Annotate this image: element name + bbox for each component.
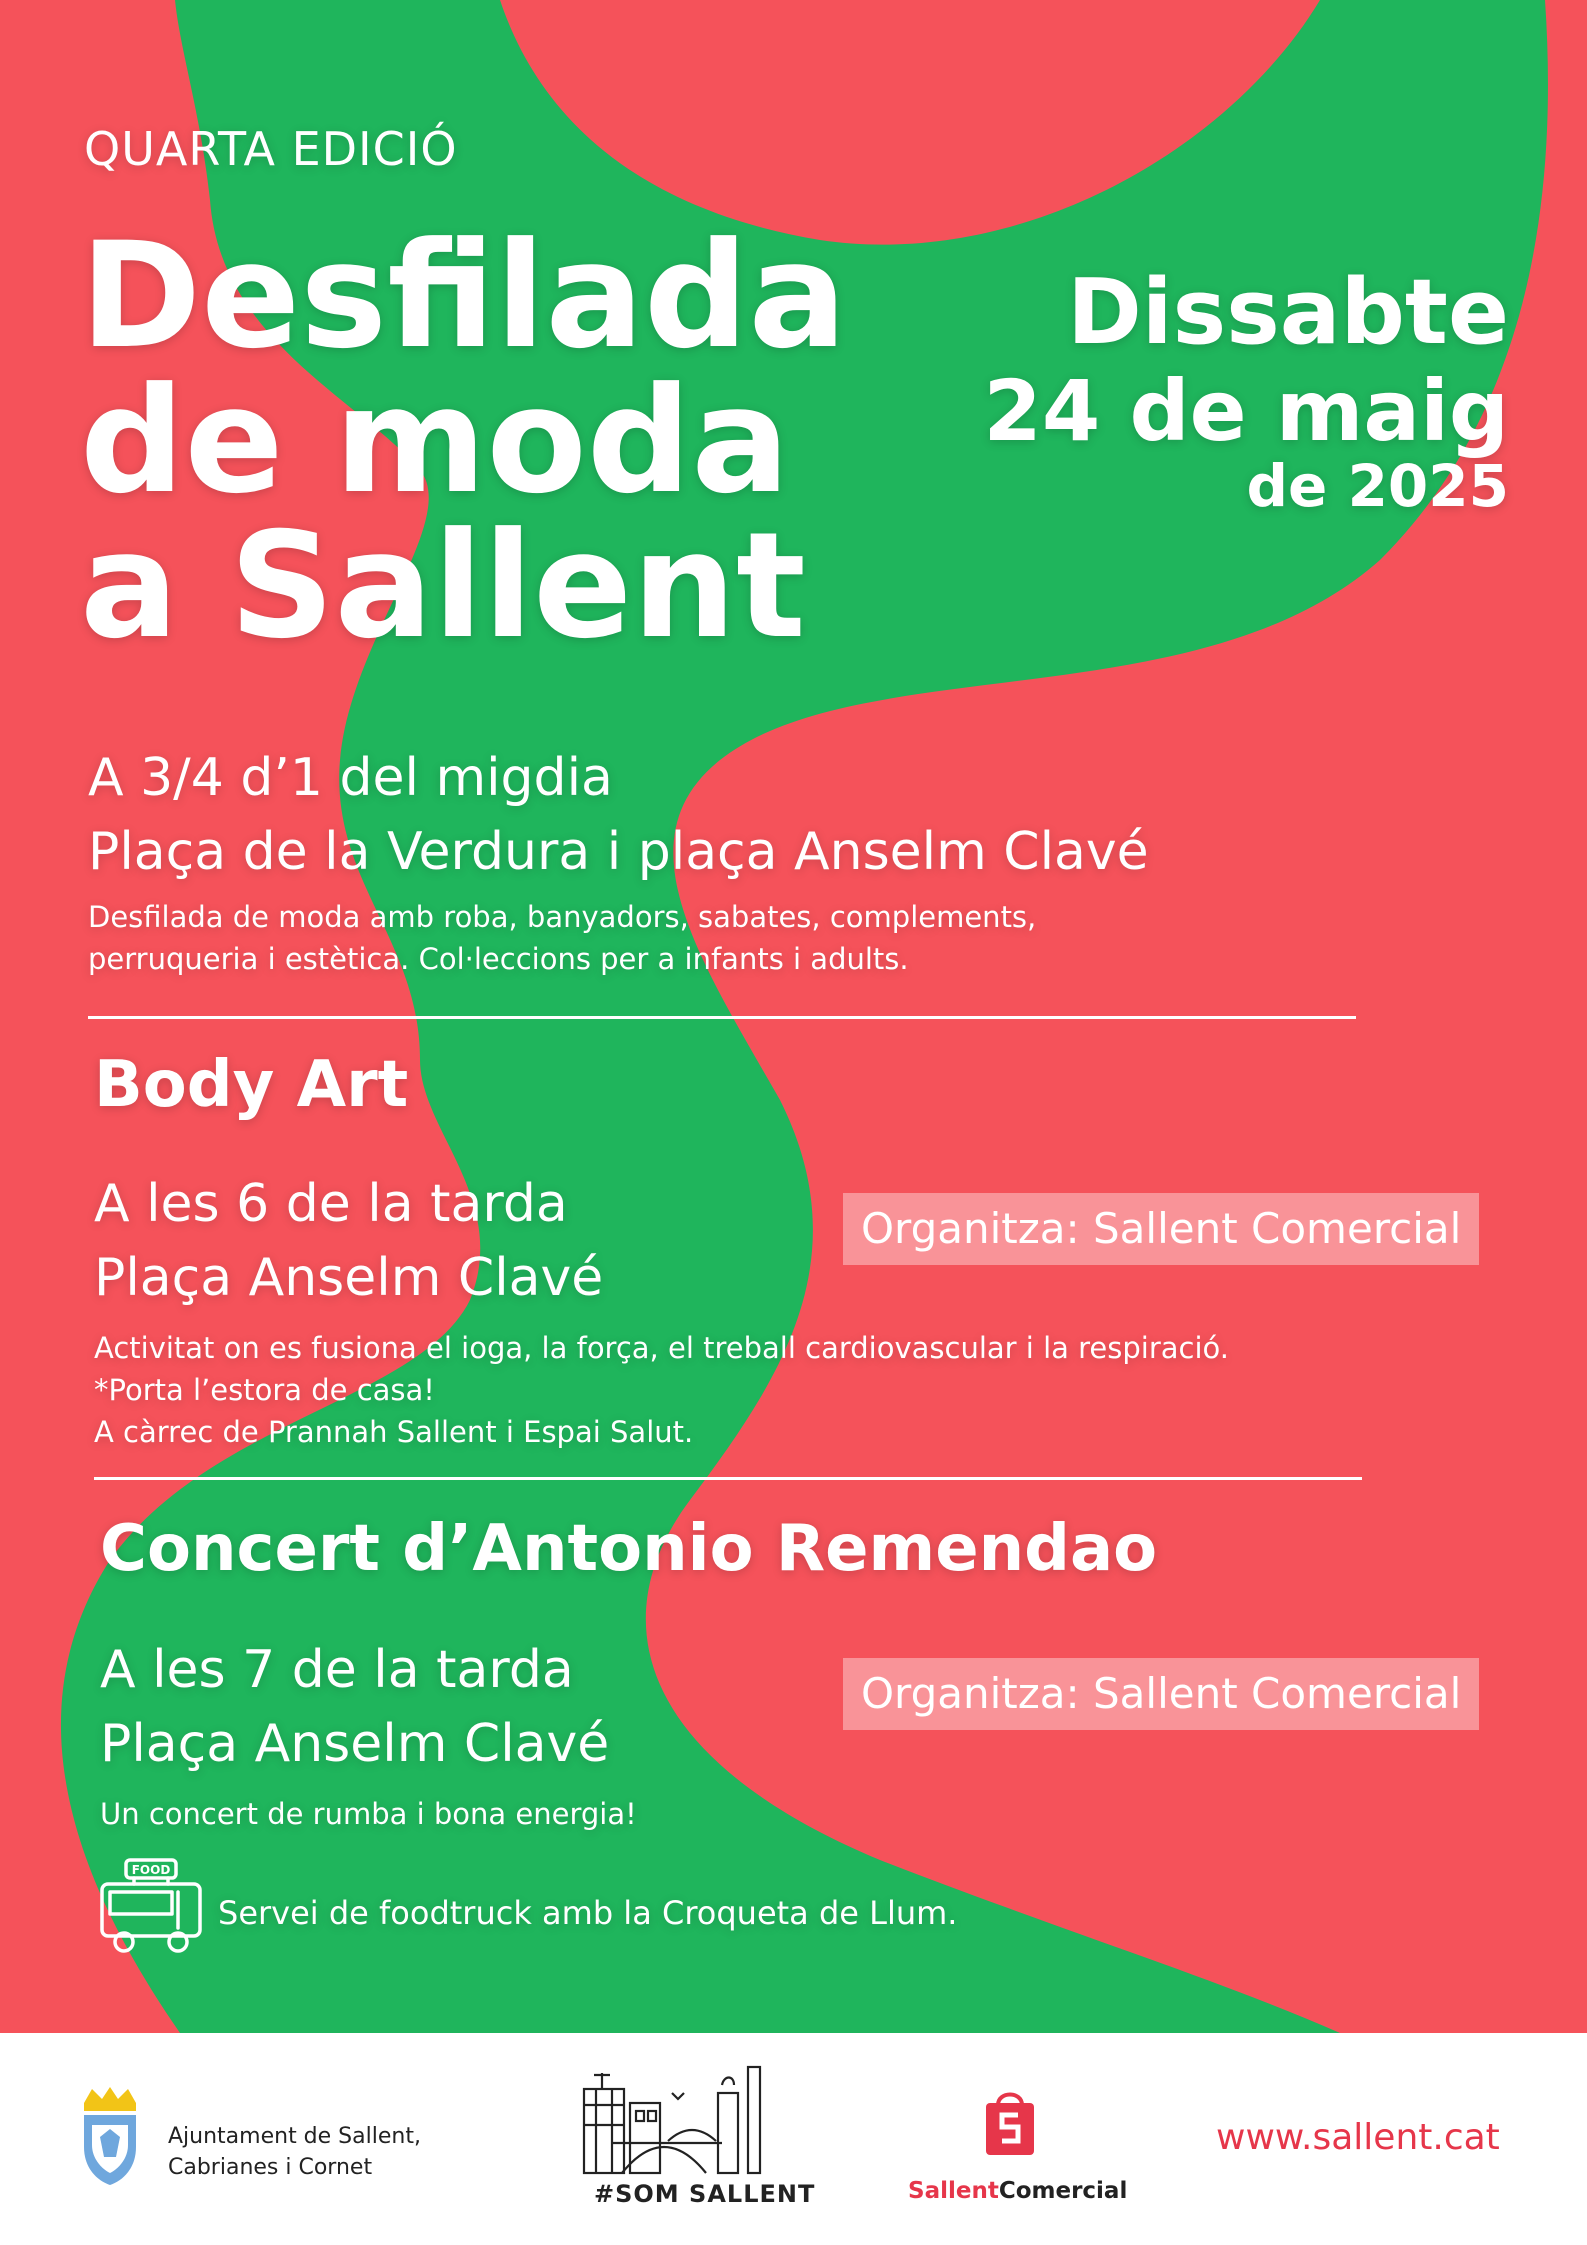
- description-line: Desfilada de moda amb roba, banyadors, sabates, complements,: [88, 900, 1037, 934]
- logo-text-part: Comercial: [998, 2178, 1128, 2204]
- foodtruck-text: Servei de foodtruck amb la Croqueta de Llum.: [218, 1894, 958, 1932]
- event1-place: Plaça de la Verdura i plaça Anselm Clavé: [88, 822, 1149, 882]
- title-line: a Sallent: [80, 501, 806, 671]
- council-name: [168, 2121, 421, 2183]
- event1-time: A 3/4 d’1 del migdia: [88, 748, 613, 808]
- logo-text-part: Sallent: [908, 2178, 999, 2204]
- description-line: A càrrec de Prannah Sallent i Espai Salut.: [94, 1415, 694, 1449]
- description-line: *Porta l’estora de casa!: [94, 1373, 435, 1407]
- event3-description: Un concert de rumba i bona energia!: [100, 1797, 637, 1831]
- section-divider: [94, 1477, 1362, 1480]
- website-link[interactable]: www.sallent.cat: [1216, 2117, 1500, 2158]
- section-divider: [88, 1016, 1356, 1019]
- council-crest-icon: [78, 2085, 142, 2189]
- date-year: de 2025: [1246, 452, 1509, 520]
- description-line: perruqueria i estètica. Col·leccions per a infants i adults.: [88, 942, 909, 976]
- description-line: Activitat on es fusiona el ioga, la força, el treball cardiovascular i la respiració.: [94, 1331, 1229, 1365]
- council-line: Ajuntament de Sallent,: [168, 2124, 421, 2149]
- date-day-month: 24 de maig: [983, 362, 1509, 460]
- event1-description: [88, 896, 1036, 980]
- shopping-bag-icon: [980, 2085, 1040, 2157]
- food-truck-icon: [98, 1858, 206, 1958]
- event3-title: Concert d’Antonio Remendao: [100, 1512, 1158, 1586]
- event3-place: Plaça Anselm Clavé: [100, 1714, 610, 1774]
- title-line: de moda: [80, 356, 790, 526]
- event3-time: A les 7 de la tarda: [100, 1640, 574, 1700]
- som-sallent-label: #SOM SALLENT: [594, 2180, 816, 2208]
- food-sign-text: FOOD: [131, 1863, 171, 1877]
- event2-title: Body Art: [94, 1048, 409, 1122]
- som-sallent-illustration-icon: [572, 2063, 772, 2175]
- title-line: Desfilada: [80, 211, 847, 381]
- edition-label: QUARTA EDICIÓ: [84, 122, 458, 176]
- council-line: Cabrianes i Cornet: [168, 2155, 373, 2180]
- sallent-comercial-logo-text: [908, 2178, 1127, 2204]
- event2-place: Plaça Anselm Clavé: [94, 1248, 604, 1308]
- event2-organizer-badge: Organitza: Sallent Comercial: [843, 1193, 1479, 1265]
- event2-description: [94, 1327, 1229, 1453]
- event-title: [80, 211, 847, 671]
- footer: [0, 2033, 1587, 2245]
- event2-time: A les 6 de la tarda: [94, 1174, 568, 1234]
- event3-organizer-badge: Organitza: Sallent Comercial: [843, 1658, 1479, 1730]
- date-weekday: Dissabte: [1067, 260, 1509, 365]
